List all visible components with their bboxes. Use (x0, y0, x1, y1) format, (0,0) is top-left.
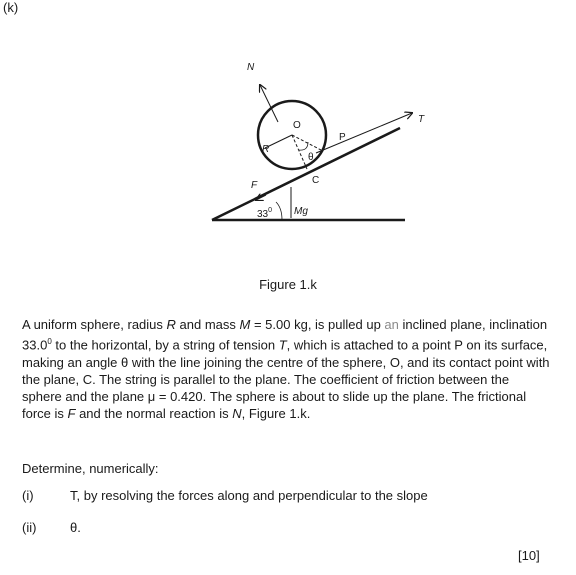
problem-paragraph (22, 316, 552, 423)
angle-value: 33 (257, 209, 269, 220)
symbol-R: R (166, 317, 176, 332)
text-8: , Figure 1.k. (241, 406, 311, 422)
label-theta: θ (308, 152, 314, 163)
degree-sup: 0 (47, 337, 52, 347)
label-O: O (293, 120, 301, 131)
label-angle (257, 207, 272, 220)
oc-line (292, 135, 307, 169)
question-number: (ii) (22, 520, 37, 535)
label-R: R (262, 144, 270, 155)
label-P: P (339, 132, 346, 143)
symbol-F: F (67, 406, 76, 422)
symbol-N: N (232, 406, 242, 422)
symbol-T: T (278, 337, 287, 353)
label-Mg: Mg (294, 206, 308, 217)
angle-arc (276, 202, 282, 220)
angle-degree: 0 (268, 207, 273, 214)
question-ii (22, 520, 81, 535)
question-number: (i) (22, 488, 34, 503)
question-i (22, 488, 428, 503)
label-C: C (312, 175, 320, 186)
text-5: to the horizontal, by a string of tension (51, 337, 279, 353)
label-T: T (418, 114, 425, 125)
figure-caption: Figure 1.k (259, 277, 317, 292)
symbol-M: M (239, 317, 251, 332)
part-label: (k) (3, 0, 19, 15)
inclined-plane-diagram (200, 50, 440, 235)
theta-arc (299, 142, 308, 150)
text-1: A uniform sphere, radius (22, 317, 167, 332)
label-F: F (251, 180, 258, 191)
faint-word: an (384, 317, 399, 332)
question-text: T, by resolving the forces along and perpendicular to the slope (70, 488, 428, 503)
text-7: and the normal reaction is (75, 406, 233, 422)
text-2: and mass (175, 317, 240, 332)
text-6: , which is attached to a point P on its surface, making an angle θ with the line joining the centre of the sphere, O, and its contact point with the plane, C. The string is parallel to the plane. The coefficient of friction between the sphere and the plane μ = 0.420. The sphere is about to slide up the plane. The frictional force is (22, 337, 550, 422)
label-N: N (247, 62, 255, 73)
question-text: θ. (70, 520, 81, 535)
problem-text (22, 316, 552, 423)
text-3: = 5.00 kg, is pulled up (250, 317, 385, 332)
text-4: inclined plane, inclination 33.0 (22, 317, 548, 353)
marks-total: [10] (518, 548, 540, 563)
instruction: Determine, numerically: (22, 461, 159, 476)
